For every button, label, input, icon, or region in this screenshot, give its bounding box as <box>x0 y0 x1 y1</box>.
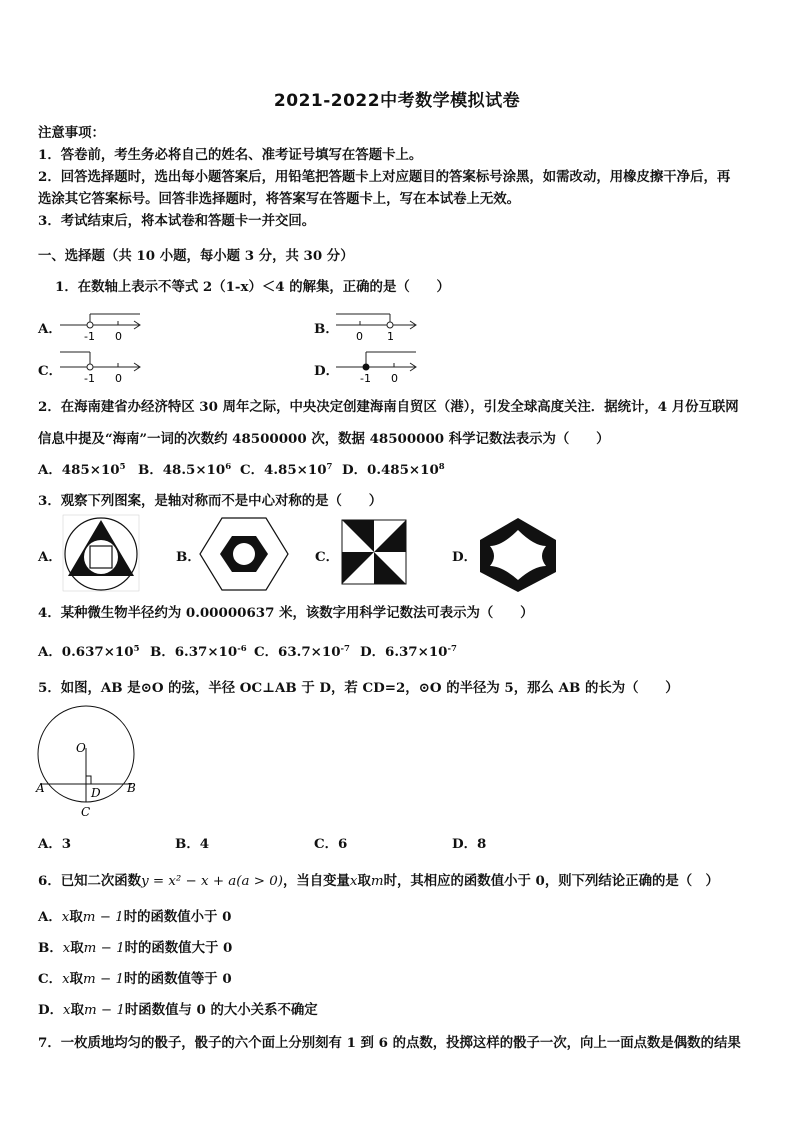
point-label-o: O <box>76 741 86 755</box>
q3-figure-d <box>476 516 560 594</box>
q1-option-b-label: B． <box>314 321 339 337</box>
q3-option-c-label: C． <box>315 549 340 565</box>
q1-number-line-b <box>334 306 420 346</box>
q1-number-line-a <box>58 306 144 346</box>
tick-label: -1 <box>84 330 95 343</box>
tick-label: -1 <box>360 372 371 385</box>
q4-option-a: A．$0.637\times 10^5$ <box>38 644 140 660</box>
notice-item: 1．答卷前，考生务必将自己的姓名、准考证号填写在答题卡上。 <box>38 147 423 163</box>
q5-option-c: C．6 <box>314 836 348 852</box>
tick-label: 0 <box>115 330 122 343</box>
notice-item: 3．考试结束后，将本试卷和答题卡一并交回。 <box>38 213 316 229</box>
q4-option-b: B．$6.37\times 10^{-6}$ <box>150 644 247 660</box>
q6-option-a: A．x取m − 1时的函数值小于 0 <box>38 909 232 925</box>
q3-figure-a <box>62 514 140 592</box>
q1-option-c-label: C． <box>38 363 63 379</box>
q1-number-line-c <box>58 348 144 388</box>
question-2-stem-line2: 信息中提及“海南”一词的次数约 48500000 次，数据 48500000 科学记数法表示为（ ） <box>38 431 610 447</box>
point-label-b: B <box>127 781 136 795</box>
section-heading: 一、选择题（共 10 小题，每小题 3 分，共 30 分） <box>38 248 354 264</box>
question-2-stem-line1: 2．在海南建省办经济特区 30 周年之际，中央决定创建海南自贸区（港），引发全球高度关注．据统计，4 月份互联网 <box>38 399 739 415</box>
q5-option-b: B．4 <box>175 836 210 852</box>
q1-option-a-label: A． <box>38 321 62 337</box>
question-4-stem: 4．某种微生物半径约为 0.00000637 米，该数字用科学记数法可表示为（ ） <box>38 605 534 621</box>
q2-option-d: D．$0.485\times 10^8$ <box>342 462 445 478</box>
q5-circle-figure <box>34 704 144 824</box>
point-label-d: D <box>91 786 101 800</box>
q1-number-line-d <box>334 348 420 388</box>
q4-option-c: C．$63.7\times 10^{-7}$ <box>254 644 350 660</box>
q6-option-b: B．x取m − 1时的函数值大于 0 <box>38 940 233 956</box>
q4-option-d: D．$6.37\times 10^{-7}$ <box>360 644 457 660</box>
notice-item: 2．回答选择题时，选出每小题答案后，用铅笔把答题卡上对应题目的答案标号涂黑，如需改动，用橡皮擦干净后，再 <box>38 169 731 185</box>
q6-option-d: D．x取m − 1时函数值与 0 的大小关系不确定 <box>38 1002 318 1018</box>
tick-label: 0 <box>115 372 122 385</box>
q3-option-b-label: B． <box>176 549 201 565</box>
tick-label: -1 <box>84 372 95 385</box>
q3-option-d-label: D． <box>452 549 478 565</box>
tick-label: 0 <box>356 330 363 343</box>
q3-option-a-label: A． <box>38 549 62 565</box>
q2-option-a: A．$485\times 10^5$ <box>38 462 126 478</box>
question-6-stem: 6．已知二次函数y = x² − x + a(a > 0)，当自变量x取m时，其相应的函数值小于 0，则下列结论正确的是（ ） <box>38 873 719 889</box>
q5-option-d: D．8 <box>452 836 487 852</box>
point-label-a: A <box>36 781 45 795</box>
q6-option-c: C．x取m − 1时的函数值等于 0 <box>38 971 232 987</box>
question-3-stem: 3．观察下列图案，是轴对称而不是中心对称的是（ ） <box>38 493 383 509</box>
question-1-stem: 1．在数轴上表示不等式 2（1-x）＜4 的解集，正确的是（ ） <box>55 279 450 295</box>
notice-item: 选涂其它答案标号。回答非选择题时，将答案写在答题卡上，写在本试卷上无效。 <box>38 191 521 207</box>
question-5-stem: 5．如图，AB 是⊙O 的弦，半径 OC⊥AB 于 D，若 CD=2，⊙O 的半径为 5，那么 AB 的长为（ ） <box>38 680 679 696</box>
tick-label: 0 <box>391 372 398 385</box>
q1-option-d-label: D． <box>314 363 340 379</box>
q5-option-a: A．3 <box>38 836 72 852</box>
point-label-c: C <box>81 805 91 819</box>
q3-figure-c <box>340 518 410 588</box>
tick-label: 1 <box>387 330 394 343</box>
q3-figure-b <box>198 514 290 594</box>
page-title: 2021-2022中考数学模拟试卷 <box>273 91 521 111</box>
notice-heading: 注意事项： <box>38 125 105 141</box>
question-7-stem: 7．一枚质地均匀的骰子，骰子的六个面上分别刻有 1 到 6 的点数，投掷这样的骰子一次，向上一面点数是偶数的结果 <box>38 1035 741 1051</box>
q2-option-c: C．$4.85\times 10^7$ <box>240 462 333 478</box>
q2-option-b: B．$48.5\times 10^6$ <box>138 462 232 478</box>
